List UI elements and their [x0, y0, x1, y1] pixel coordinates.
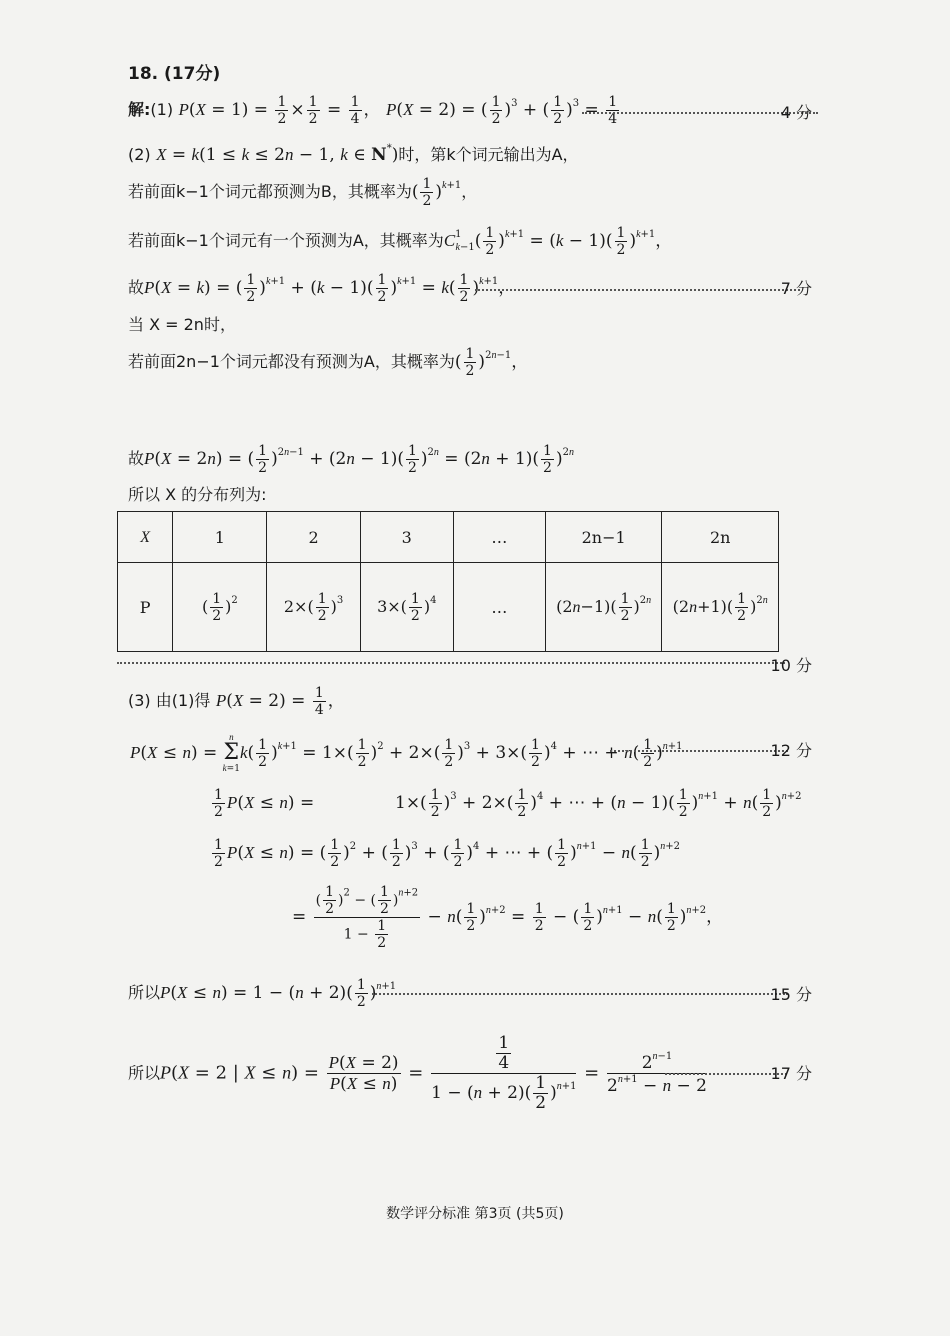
part2-line: (2) X = k(1 ≤ k ≤ 2n − 1, k ∈ N*)时，第k个词元输出为A，: [128, 143, 579, 165]
score-4: 4 分: [780, 103, 812, 122]
case-b-line: 若前面k−1个词元都预测为B，其概率为( $\frac{1}{2}$ )$^{k+1}$，: [128, 176, 478, 209]
table-cell: 2n−1: [545, 512, 662, 563]
therefore: 故: [128, 278, 145, 297]
case-a-text: 若前面k−1个词元有一个预测为A，其概率为: [128, 231, 444, 250]
question-heading: 18. (17分): [128, 64, 221, 84]
page-footer: 数学评分标准 第3页 (共5页): [386, 1206, 564, 1222]
score-7: 7 分: [780, 279, 812, 298]
diff-line: $\frac{1}{2}$ P(X ≤ n) = ( $\frac{1}{2}$ )$^2$ + ( $\frac{1}{2}$ )$^3$ + ( $\frac{1}{2}$ )$^4$ + ⋯ + ( $\frac{1}{2}$ )$^{n+1}$ − n( $\frac{1}{2}$ )$^{n+2}$: [214, 837, 680, 870]
half-sum-line: $\frac{1}{2}$ P(X ≤ n) = 1×( $\frac{1}{2}$ )$^3$ + 2×( $\frac{1}{2}$ )$^4$ + ⋯ + (n − 1)( $\frac{1}{2}$ )$^{n+1}$ + n( $\frac{1}{2}$ )$^{n+2}$: [214, 787, 802, 820]
table-cell: …: [453, 512, 545, 563]
table-cell: ( $\frac{1}{2}$ )$^2$: [173, 563, 267, 652]
score-10: 10 分: [770, 656, 812, 675]
so-label: 所以: [128, 1063, 161, 1083]
table-cell-x: X: [118, 512, 173, 563]
dot-leader: [475, 289, 800, 291]
sum-line: P(X ≤ n) = n Σ k=1 k( $\frac{1}{2}$ )$^{k+1}$ = 1×( $\frac{1}{2}$ )$^2$ + 2×( $\frac{1}{2}$ )$^3$ + 3×( $\frac{1}{2}$ )$^4$ + ⋯ + n( $\frac{1}{2}$ )$^{n+1}$: [130, 732, 683, 774]
table-cell: 2×( $\frac{1}{2}$ )$^3$: [267, 563, 360, 652]
table-cell: 2: [267, 512, 360, 563]
part1-line: 解:(1) P(X = 1) = $\frac{1}{2}$ × $\frac{1}{2}$ = $\frac{1}{4}$ ， P(X = 2) = ( $\frac{1}{2}$ )$^3$ + ( $\frac{1}{2}$ )$^3$ = $\frac{1}{4}$: [128, 94, 618, 127]
dot-leader: [610, 750, 788, 752]
table-cell: 2n: [662, 512, 779, 563]
table-cell: (2n−1)( $\frac{1}{2}$ )$^{2n}$: [545, 563, 662, 652]
part2-condition: 时，第k个词元输出为A，: [398, 145, 579, 164]
geometric-sum-line: = ( $\frac{1}{2}$ )$^2$ − ( $\frac{1}{2}$ )$^{n+2}$ 1 − $\frac{1}{2}$ − n( $\frac{1}{2}$ )$^{n+2}$ = $\frac{1}{2}$ − ( $\frac{1}{2}$ )$^{n+1}$ − n( $\frac{1}{2}$ )$^{n+2}$，: [292, 884, 724, 951]
pxk-line: 故P(X = k) = ( $\frac{1}{2}$ )$^{k+1}$ + (k − 1)( $\frac{1}{2}$ )$^{k+1}$ = k( $\frac{1}{2}$ )$^{k+1}$，: [128, 272, 516, 305]
comma: ，: [461, 182, 478, 201]
dot-leader: [372, 993, 788, 995]
distribution-caption: 所以 X 的分布列为:: [128, 485, 267, 504]
score-17: 17 分: [770, 1064, 812, 1083]
table-cell: 3: [360, 512, 453, 563]
table-cell-p: P: [118, 563, 173, 652]
so-label: 所以: [128, 983, 161, 1002]
therefore: 故: [128, 449, 145, 468]
table-cell: (2n+1)( $\frac{1}{2}$ )$^{2n}$: [662, 563, 779, 652]
case-2n-text: 若前面2n−1个词元都没有预测为A，其概率为: [128, 352, 455, 371]
part3-label: (3) 由(1)得: [128, 691, 211, 710]
case-a-line: 若前面k−1个词元有一个预测为A，其概率为$C^1_{k-1}$( $\frac{1}{2}$ )$^{k+1}$ = (k − 1)( $\frac{1}{2}$ )$^{k+1}$，: [128, 225, 673, 258]
conditional-line: 所以P(X = 2 | X ≤ n) = $\frac{P(X = 2)}{P(X \le n)}$ = $\frac{1}{4}$ 1 − (n + 2)( $\frac{1}{2}$ )$^{n+1}$ = $\frac{2^{n-1}}{2^{n+1} - n - 2}$: [128, 1033, 707, 1113]
table-cell: 3×( $\frac{1}{2}$ )$^4$: [360, 563, 453, 652]
table-cell: …: [453, 563, 545, 652]
when-x-2n: 当 X = 2n时，: [128, 315, 236, 334]
solution-label: 解:: [128, 100, 151, 119]
case-2n-line: 若前面2n−1个词元都没有预测为A，其概率为( $\frac{1}{2}$ )$^{2n-1}$，: [128, 346, 529, 379]
part1-label: (1): [150, 100, 174, 119]
part2-label: (2): [128, 145, 151, 164]
distribution-table: [117, 511, 779, 652]
table-cell: 1: [173, 512, 267, 563]
score-12: 12 分: [770, 741, 812, 760]
dot-leader: [665, 1073, 787, 1075]
dot-leader: [117, 662, 785, 664]
px2n-line: 故P(X = 2n) = ( $\frac{1}{2}$ )$^{2n-1}$ + (2n − 1)( $\frac{1}{2}$ )$^{2n}$ = (2n + 1)( $\frac{1}{2}$ )$^{2n}$: [128, 443, 574, 476]
case-b-text: 若前面k−1个词元都预测为B，其概率为: [128, 182, 412, 201]
score-15: 15 分: [770, 985, 812, 1004]
result-line: 所以P(X ≤ n) = 1 − (n + 2)( $\frac{1}{2}$ )$^{n+1}$: [128, 977, 397, 1010]
part3-line: (3) 由(1)得 P(X = 2) = $\frac{1}{4}$ ，: [128, 685, 345, 718]
